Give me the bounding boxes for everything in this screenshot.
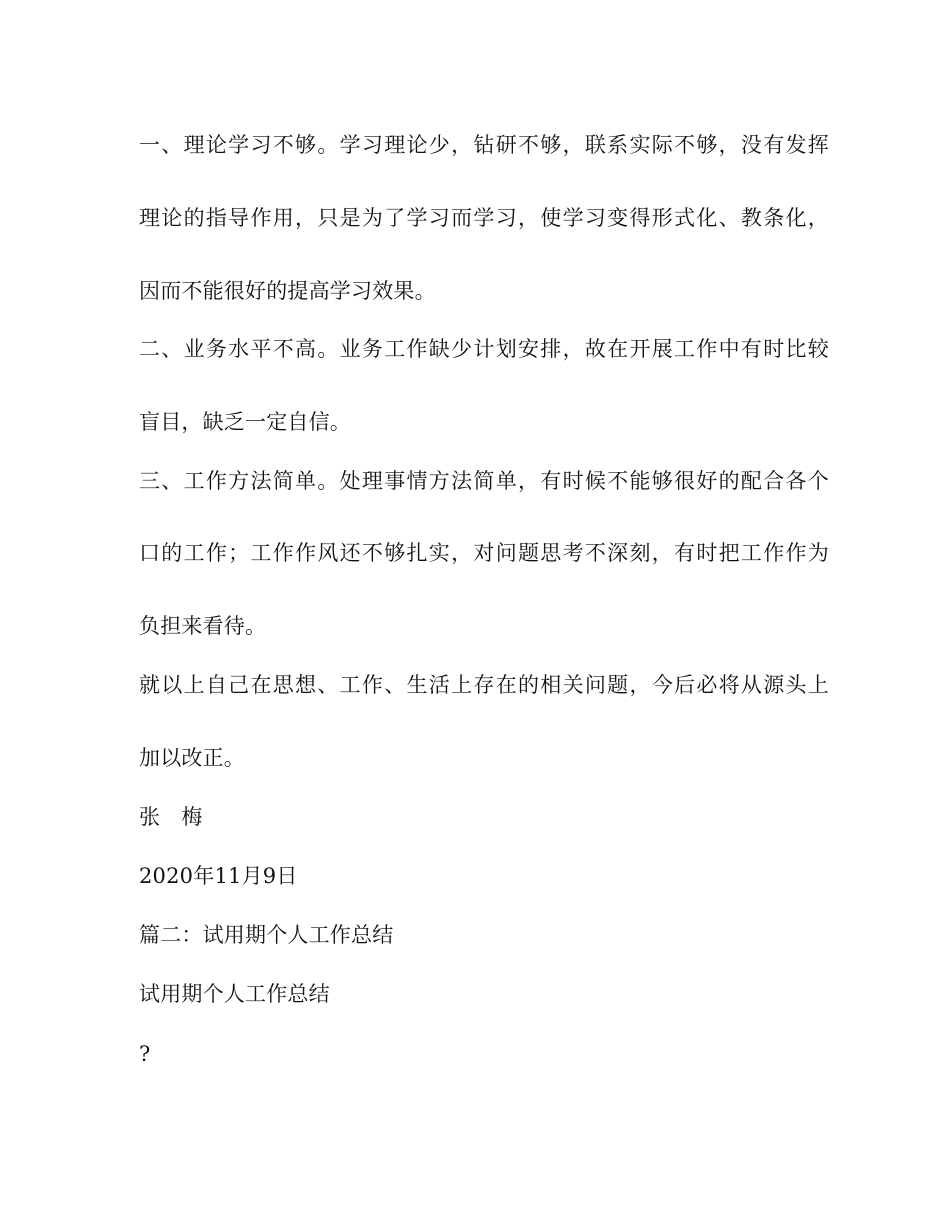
paragraph-1-line-3: 因而不能很好的提高学习效果。 <box>139 279 436 303</box>
paragraph-3-line-1: 三、工作方法简单。处理事情方法简单，有时候不能够很好的配合各个 <box>139 469 829 493</box>
paragraph-3-line-3: 负担来看待。 <box>139 614 267 638</box>
placeholder-character: ? <box>139 1042 151 1066</box>
paragraph-2-line-1: 二、业务水平不高。业务工作缺少计划安排，故在开展工作中有时比较 <box>139 337 829 361</box>
section-heading: 篇二：试用期个人工作总结 <box>139 923 394 947</box>
paragraph-2-line-2: 盲目，缺乏一定自信。 <box>139 410 351 434</box>
document-title: 试用期个人工作总结 <box>139 982 330 1006</box>
paragraph-1-line-2: 理论的指导作用，只是为了学习而学习，使学习变得形式化、教条化， <box>139 206 829 230</box>
paragraph-1-line-1: 一、理论学习不够。学习理论少，钻研不够，联系实际不够，没有发挥 <box>139 133 829 157</box>
signature-name: 张 梅 <box>139 805 203 829</box>
paragraph-4-line-1: 就以上自己在思想、工作、生活上存在的相关问题，今后必将从源头上 <box>139 673 829 697</box>
paragraph-3-line-2: 口的工作；工作作风还不够扎实，对问题思考不深刻，有时把工作作为 <box>139 541 829 565</box>
signature-date: 2020年11月9日 <box>139 864 298 888</box>
paragraph-4-line-2: 加以改正。 <box>139 746 245 770</box>
